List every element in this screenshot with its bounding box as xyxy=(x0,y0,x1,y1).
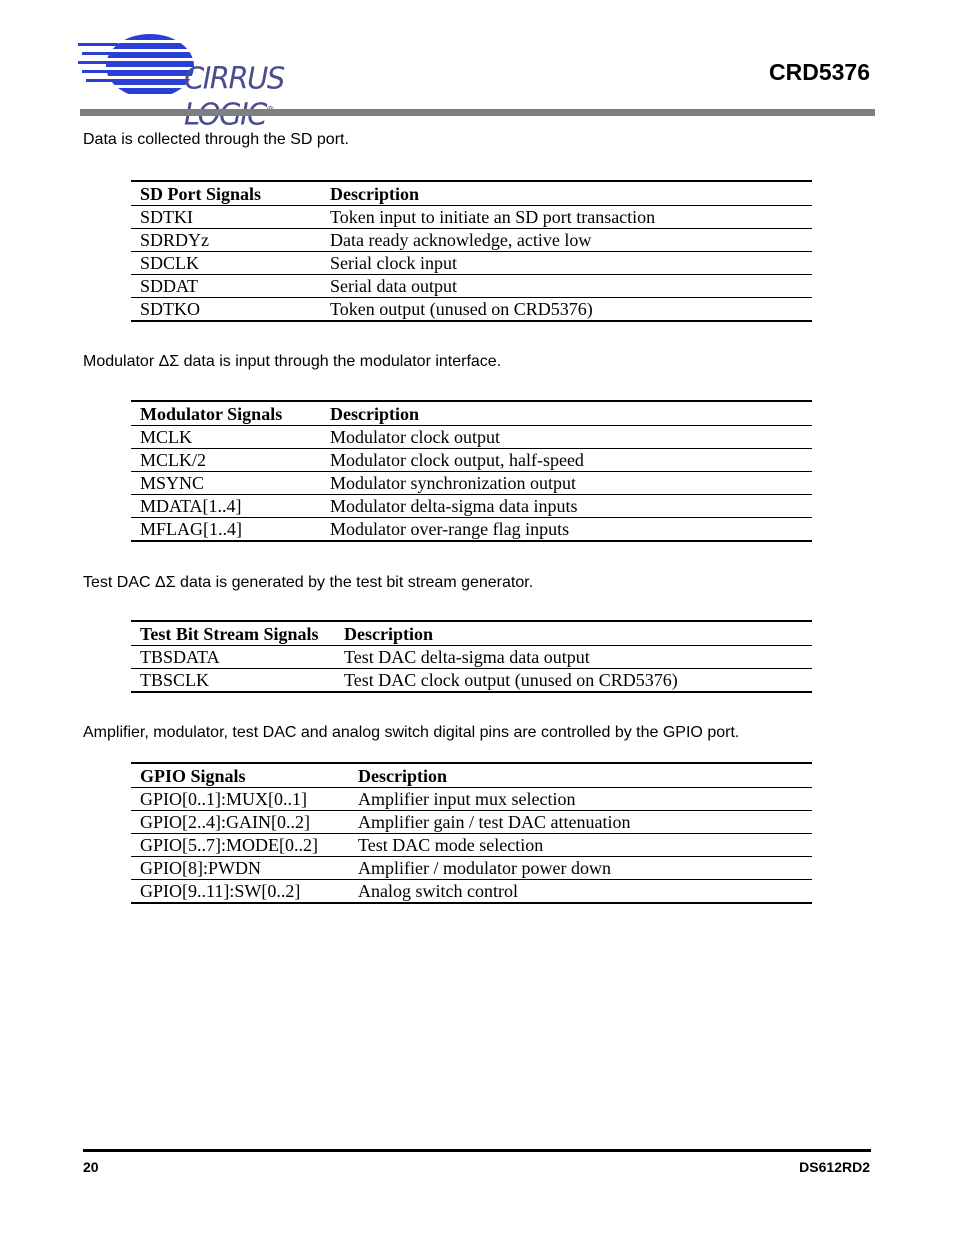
column-header-signal: GPIO Signals xyxy=(140,766,246,786)
table-row xyxy=(131,518,812,542)
table-header xyxy=(131,762,812,788)
signal-description: Modulator clock output, half-speed xyxy=(330,450,584,470)
column-header-description: Description xyxy=(344,624,433,644)
table-row xyxy=(131,426,812,449)
document-id: DS612RD2 xyxy=(799,1159,870,1175)
signal-name: TBSDATA xyxy=(140,647,220,667)
test-bit-stream-table xyxy=(131,620,812,693)
signal-name: GPIO[0..1]:MUX[0..1] xyxy=(140,789,307,809)
table-header xyxy=(131,400,812,426)
table-row xyxy=(131,472,812,495)
column-header-description: Description xyxy=(330,184,419,204)
cirrus-logic-logo xyxy=(78,32,378,102)
column-header-signal: SD Port Signals xyxy=(140,184,262,204)
signal-name: SDDAT xyxy=(140,276,199,296)
table-row xyxy=(131,834,812,857)
header-divider xyxy=(80,109,875,116)
signal-description: Amplifier input mux selection xyxy=(358,789,576,809)
signal-name: GPIO[8]:PWDN xyxy=(140,858,261,878)
column-header-description: Description xyxy=(330,404,419,424)
signal-description: Modulator over-range flag inputs xyxy=(330,519,570,539)
table-row xyxy=(131,229,812,252)
signal-name: TBSCLK xyxy=(140,670,210,690)
signal-description: Serial data output xyxy=(330,276,457,296)
document-title: CRD5376 xyxy=(769,59,870,85)
gpio-table xyxy=(131,762,812,904)
table-row xyxy=(131,275,812,298)
signal-name: SDCLK xyxy=(140,253,200,273)
page-number: 20 xyxy=(83,1159,99,1175)
table-row xyxy=(131,449,812,472)
signal-name: GPIO[2..4]:GAIN[0..2] xyxy=(140,812,310,832)
modulator-intro: Modulator ΔΣ data is input through the modulator interface. xyxy=(83,353,502,370)
signal-name: MDATA[1..4] xyxy=(140,496,242,516)
signal-description: Token input to initiate an SD port transaction xyxy=(330,207,656,227)
signal-description: Amplifier / modulator power down xyxy=(358,858,611,878)
signal-name: SDRDYz xyxy=(140,230,210,250)
signal-name: SDTKO xyxy=(140,299,201,319)
table-row xyxy=(131,646,812,669)
signal-description: Modulator delta-sigma data inputs xyxy=(330,496,578,516)
signal-description: Serial clock input xyxy=(330,253,457,273)
table-row xyxy=(131,880,812,904)
column-header-signal: Test Bit Stream Signals xyxy=(140,624,319,644)
test-bit-stream-intro: Test DAC ΔΣ data is generated by the test bit stream generator. xyxy=(83,574,534,591)
gpio-intro: Amplifier, modulator, test DAC and analog switch digital pins are controlled by the GPIO port. xyxy=(83,724,740,741)
signal-description: Modulator clock output xyxy=(330,427,500,447)
column-header-signal: Modulator Signals xyxy=(140,404,283,424)
signal-name: SDTKI xyxy=(140,207,193,227)
signal-description: Test DAC mode selection xyxy=(358,835,544,855)
signal-description: Modulator synchronization output xyxy=(330,473,576,493)
signal-description: Data ready acknowledge, active low xyxy=(330,230,592,250)
table-row xyxy=(131,788,812,811)
signal-name: MFLAG[1..4] xyxy=(140,519,242,539)
modulator-table xyxy=(131,400,812,542)
signal-name: MSYNC xyxy=(140,473,205,493)
table-row xyxy=(131,298,812,322)
signal-description: Amplifier gain / test DAC attenuation xyxy=(358,812,631,832)
sd-port-table xyxy=(131,180,812,322)
signal-name: GPIO[5..7]:MODE[0..2] xyxy=(140,835,318,855)
signal-description: Test DAC clock output (unused on CRD5376) xyxy=(344,670,678,690)
table-row xyxy=(131,495,812,518)
sd-port-intro: Data is collected through the SD port. xyxy=(83,131,349,148)
table-row xyxy=(131,857,812,880)
table-row xyxy=(131,811,812,834)
table-row xyxy=(131,206,812,229)
signal-description: Analog switch control xyxy=(358,881,518,901)
signal-description: Token output (unused on CRD5376) xyxy=(330,299,593,319)
signal-name: MCLK/2 xyxy=(140,450,207,470)
signal-name: GPIO[9..11]:SW[0..2] xyxy=(140,881,301,901)
signal-description: Test DAC delta-sigma data output xyxy=(344,647,590,667)
column-header-description: Description xyxy=(358,766,447,786)
footer-divider xyxy=(83,1149,871,1152)
table-header xyxy=(131,620,812,646)
signal-name: MCLK xyxy=(140,427,193,447)
table-row xyxy=(131,252,812,275)
table-header xyxy=(131,180,812,206)
logo-wordmark: CIRRUS xyxy=(184,60,284,96)
table-row xyxy=(131,669,812,693)
